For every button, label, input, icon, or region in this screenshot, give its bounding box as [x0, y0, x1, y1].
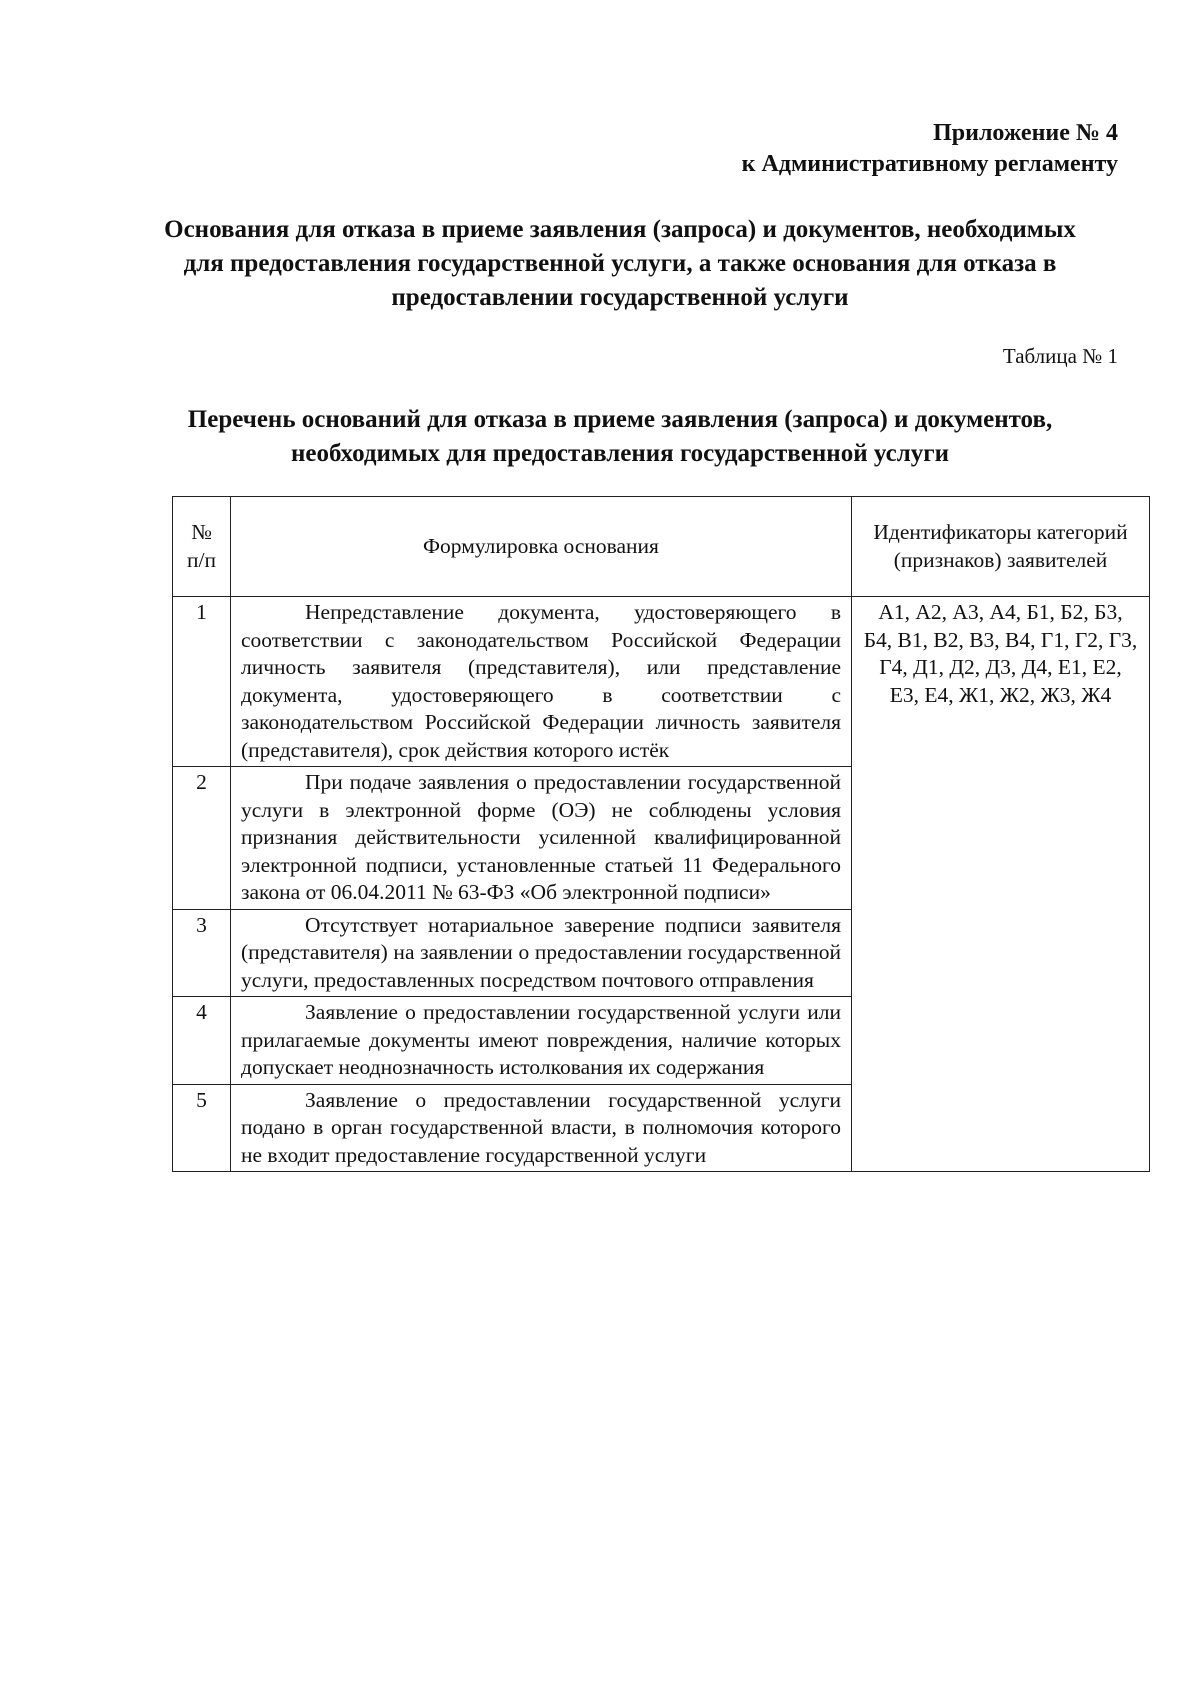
table-header-row	[173, 497, 1150, 597]
appendix-number: Приложение № 4	[933, 120, 1118, 146]
main-title: Основания для отказа в приеме заявления (запроса) и документов, необходимых для предоставления государственной услуги, а также основания для отказа в предоставлении государственной услуги	[164, 216, 1076, 311]
row-number: 5	[173, 1084, 231, 1172]
table-row	[173, 597, 1150, 767]
applicant-category-ids: А1, А2, А3, А4, Б1, Б2, Б3, Б4, В1, В2, В3, В4, Г1, Г2, Г3, Г4, Д1, Д2, Д3, Д4, Е1, Е2, Е3, Е4, Ж1, Ж2, Ж3, Ж4	[852, 597, 1150, 1172]
header-ids: Идентификаторы категорий (признаков) заявителей	[852, 497, 1150, 597]
header-text: Формулировка основания	[231, 497, 852, 597]
row-text: Заявление о предоставлении государственной услуги или прилагаемые документы имеют повреждения, наличие которых допускает неоднозначность истолкования их содержания	[231, 997, 852, 1085]
row-text: При подаче заявления о предоставлении государственной услуги в электронной форме (ОЭ) не соблюдены условия признания действительности усиленной квалифицированной электронной подписи, установленные статьей 11 Федерального закона от 06.04.2011 № 63-ФЗ «Об электронной подписи»	[231, 767, 852, 910]
row-text: Непредставление документа, удостоверяющего в соответствии с законодательством Российской Федерации личность заявителя (представителя), или представление документа, удостоверяющего в соответствии с законодательством Российской Федерации личность заявителя (представителя), срок действия которого истёк	[231, 597, 852, 767]
table-number: Таблица № 1	[1002, 344, 1118, 368]
header-num: № п/п	[173, 497, 231, 597]
row-text: Заявление о предоставлении государственной услуги подано в орган государственной власти, в полномочия которого не входит предоставление государственной услуги	[231, 1084, 852, 1172]
row-text: Отсутствует нотариальное заверение подписи заявителя (представителя) на заявлении о предоставлении государственной услуги, предоставленных посредством почтового отправления	[231, 909, 852, 997]
row-number: 3	[173, 909, 231, 997]
row-number: 2	[173, 767, 231, 910]
table-title: Перечень оснований для отказа в приеме заявления (запроса) и документов, необходимых для предоставления государственной услуги	[187, 406, 1053, 467]
appendix-label	[742, 118, 1118, 180]
row-number: 1	[173, 597, 231, 767]
appendix-reference: к Административному регламенту	[741, 151, 1118, 177]
grounds-table	[172, 496, 1150, 1172]
row-number: 4	[173, 997, 231, 1085]
